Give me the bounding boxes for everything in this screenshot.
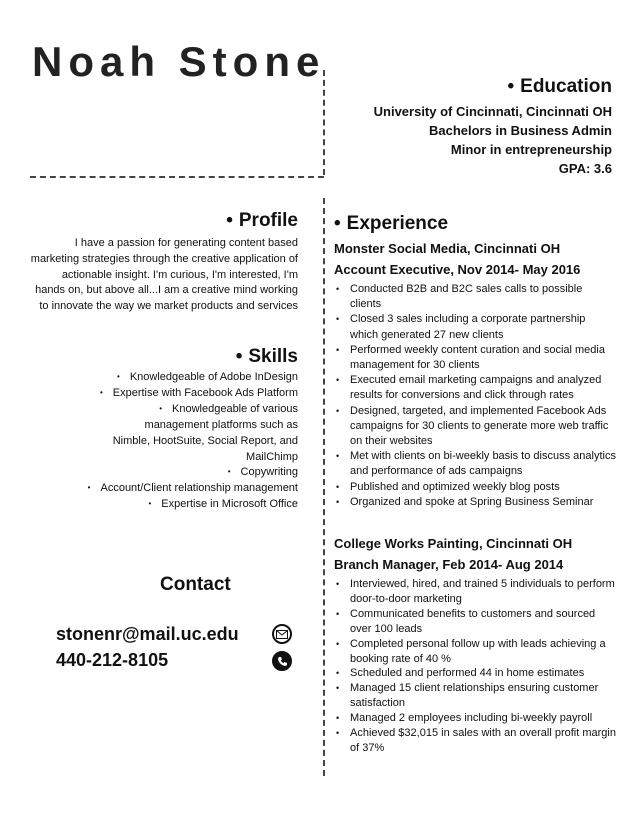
job-bullets [334, 282, 616, 510]
job-bullet: • Conducted B2B and B2C sales calls to possible clients [334, 282, 616, 312]
job-bullet: • Achieved $32,015 in sales with an overall profit margin of 37% [334, 726, 616, 756]
horizontal-divider [30, 176, 324, 178]
education-line: GPA: 3.6 [558, 161, 612, 176]
job-role: Account Executive, Nov 2014- May 2016 [334, 262, 581, 277]
education-heading: • Education [507, 76, 612, 97]
phone-icon [272, 651, 292, 671]
envelope-icon [272, 624, 292, 644]
profile-section [30, 210, 298, 315]
job-entry [334, 533, 616, 756]
job-bullet: • Managed 15 client relationships ensuring customer satisfaction [334, 681, 616, 711]
skill-item: • Knowledgeable of various management platforms such as Nimble, HootSuite, Social Report, and MailChimp [112, 402, 298, 463]
job-company: Monster Social Media, Cincinnati OH [334, 241, 561, 256]
job-bullet: • Completed personal follow up with leads achieving a booking rate of 40 % [334, 637, 616, 667]
job-bullet: • Designed, targeted, and implemented Facebook Ads campaigns for 30 clients to generate more web traffic on their websites [334, 404, 616, 450]
job-entry [334, 238, 616, 510]
contact-heading: Contact [160, 574, 231, 595]
job-bullet: • Interviewed, hired, and trained 5 individuals to perform door-to-door marketing [334, 577, 616, 607]
education-line: Minor in entrepreneurship [450, 142, 612, 157]
skill-item: • Account/Client relationship management [87, 482, 298, 495]
job-bullet: • Communicated benefits to customers and sourced over 100 leads [334, 607, 616, 637]
contact-email[interactable]: stonenr@mail.uc.edu [56, 624, 239, 644]
education-line: Bachelors in Business Admin [428, 123, 612, 138]
job-bullet: • Scheduled and performed 44 in home estimates [334, 666, 616, 681]
job-bullets [334, 577, 616, 756]
skills-section [30, 346, 298, 513]
education-section [374, 76, 612, 178]
job-company: College Works Painting, Cincinnati OH [334, 536, 573, 551]
job-bullet: • Closed 3 sales including a corporate partnership which generated 27 new clients [334, 312, 616, 342]
profile-heading: • Profile [226, 210, 298, 231]
vertical-divider-top [323, 70, 325, 175]
skill-item: • Copywriting [227, 466, 298, 479]
job-bullet: • Organized and spoke at Spring Business Seminar [334, 495, 616, 510]
job-bullet: • Executed email marketing campaigns and analyzed results for conversions and click through rates [334, 373, 616, 403]
skill-item: • Expertise in Microsoft Office [148, 498, 298, 511]
job-bullet: • Managed 2 employees including bi-weekly payroll [334, 711, 616, 726]
skills-heading: • Skills [235, 346, 298, 367]
job-bullet: • Published and optimized weekly blog posts [334, 480, 616, 495]
education-line: University of Cincinnati, Cincinnati OH [373, 104, 612, 119]
vertical-divider-bottom [323, 198, 325, 776]
job-role: Branch Manager, Feb 2014- Aug 2014 [334, 557, 564, 572]
job-bullet: • Met with clients on bi-weekly basis to discuss analytics and performance of ads campaigns [334, 449, 616, 479]
profile-text: I have a passion for generating content based marketing strategies through the creative application of actionable insight. I'm curious, I'm interested, I'm hands on, but above all...I am a creative mind working to innovate the way we market products and services [30, 237, 298, 313]
skill-item: • Expertise with Facebook Ads Platform [99, 386, 298, 399]
contact-phone[interactable]: 440-212-8105 [56, 650, 169, 670]
experience-heading: • Experience [334, 213, 449, 234]
job-bullet: • Performed weekly content curation and social media management for 30 clients [334, 343, 616, 373]
skill-item: • Knowledgeable of Adobe InDesign [117, 371, 298, 383]
resume-name: Noah Stone [32, 38, 326, 85]
